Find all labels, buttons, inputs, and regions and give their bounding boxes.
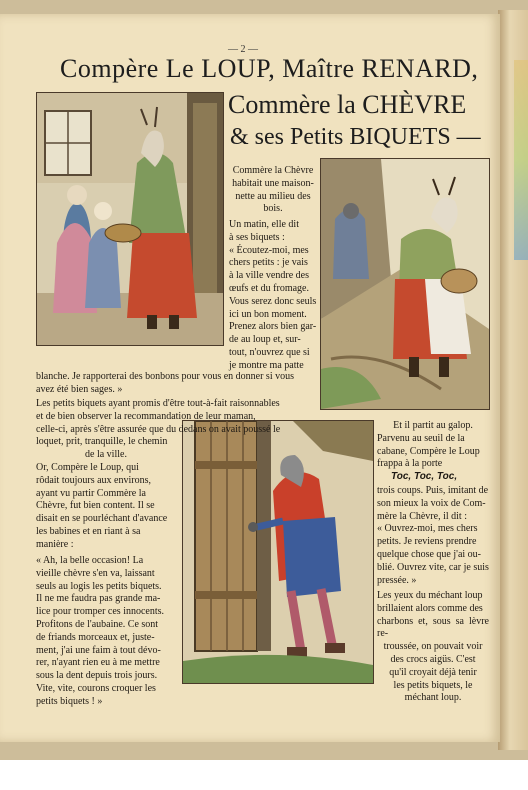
- title-line-3: & ses Petits BIQUETS —: [230, 124, 481, 150]
- page-number: — 2 —: [228, 44, 258, 55]
- illustration-goat-and-kids: [36, 92, 224, 346]
- title-line-1: Compère Le LOUP, Maître RENARD,: [60, 54, 479, 83]
- knock-sound: Toc, Toc, Toc,: [391, 471, 458, 483]
- story-para-6: Et il partit au galop. Parvenu au seuil de la cabane, Compère le Loup frappa à la porte Toc, Toc, Toc,: [377, 420, 489, 484]
- illustration-goat-leaving: [320, 158, 490, 410]
- next-page-edge: [514, 60, 528, 260]
- story-para-5: « Ah, la belle occasion! La vieille chèvre s'en va, laissant seuls au logis les petits biquets. Il ne me faudra pas grande ma- lice pour tromper ces innocents. Profitons de l'aubaine. Ce sont de friands morceaux et, juste- ment, j'ai une faim à tout dévo- rer, n'ayant rien eu à me mettre sous la dent depuis trois jours. Vite, vite, courons croquer les petits biquets ! »: [36, 555, 165, 707]
- story-para-3: Les petits biquets ayant promis d'être tout-à-fait raisonnables et de bien observer la recommandation de leur maman, celle-ci, après s'être assurée que du dedans on avait poussé le loquet, prit, tranquille, le chemin de la ville.: [36, 398, 281, 461]
- story-para-2: Un matin, elle dit à ses biquets : « Écoutez-moi, mes chers petits : je vais à la ville vendre des œufs et du fromage. Vous serez donc seuls ici un bon moment. Prenez alors bien gar- de au loup et, sur- tout, n'ouvrez que si je montre ma patte: [229, 219, 317, 371]
- story-para-7: trois coups. Puis, imitant de son mieux la voix de Com- mère la Chèvre, il dit : « Ouvrez-moi, mes chers petits. Je reviens prendre quelque chose que j'ai ou- blié. Ouvrez vite, car je suis pressée. »: [377, 485, 489, 586]
- story-para-1: Commère la Chèvre habitait une maison- nette au milieu des bois.: [232, 165, 314, 215]
- story-para-2-end: blanche. Je rapporterai des bonbons pour vous en donner si vous avez été bien sages. »: [36, 371, 294, 395]
- title-line-2: Commère la CHÈVRE: [228, 90, 467, 119]
- story-para-8: Les yeux du méchant loup brillaient alors comme des charbons et, sous sa lèvre re- troussée, on pouvait voir des crocs aigüs. C'est qu'il croyait déjà tenir les petits biquets, le méchant loup.: [377, 590, 489, 704]
- story-para-4: Or, Compère le Loup, qui rôdait toujours aux environs, ayant vu partir Commère la Chèvre, fut bien content. Il se disait en se pourléchant d'avance les babines et en riant à sa manière :: [36, 462, 168, 550]
